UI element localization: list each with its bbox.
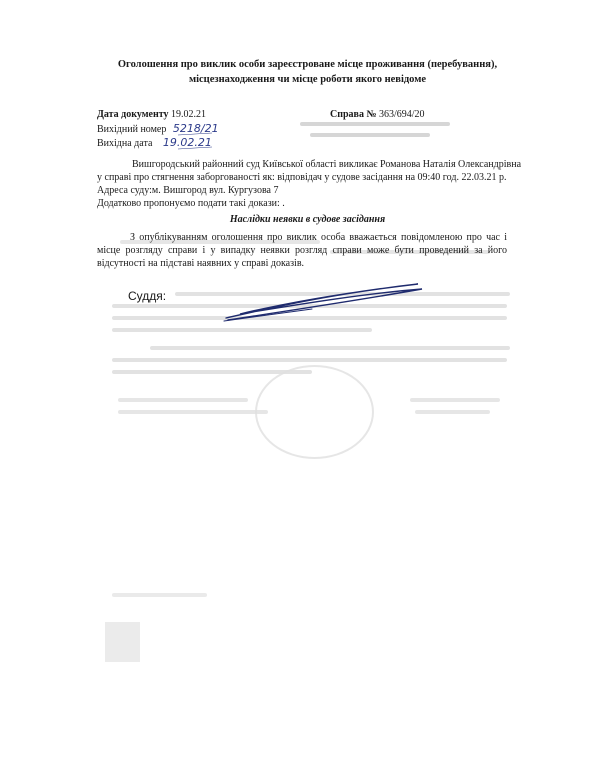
document-date-label: Дата документу [97, 109, 169, 120]
evidence-line: Додатково пропонуємо подати такі докази: . [97, 198, 285, 209]
case-number-label: Справа № [330, 109, 377, 120]
judge-label: Суддя: [128, 289, 167, 303]
court-address: Адреса суду:м. Вишгород вул. Кургузова 7 [97, 185, 279, 196]
outgoing-number-label: Вихідний номер [97, 124, 167, 135]
body-line-1: Вишгородський районний суд Київської області викликає Романова Наталія Олександрівна [132, 159, 522, 170]
case-number-value: 363/694/20 [379, 109, 425, 120]
consequence-paragraph: З опублікуванням оголошення про виклик особа вважається повідомленою про час і місце розгляду справи і у випадку неявки розгляд справи може бути проведений за його відсутності на підставі наявних у справі доказів. [97, 232, 507, 269]
case-number-row [330, 108, 425, 121]
outgoing-date-value: 19.02.21 [162, 136, 212, 149]
handwriting-strokes [175, 121, 215, 151]
document-title [95, 57, 520, 87]
outgoing-number-value: 5218/21 [172, 122, 219, 135]
document-date-row [97, 108, 206, 121]
document-date-value: 19.02.21 [171, 109, 206, 120]
title-line-1: Оголошення про виклик особи зареєстроване місце проживання (перебування), [117, 59, 498, 70]
title-line-2: місцезнаходження чи місце роботи якого невідоме [188, 74, 427, 85]
outgoing-date-label: Вихідна дата [97, 138, 153, 149]
section-heading: Наслідки неявки в судове засідання [229, 214, 386, 225]
body-line-2: у справі про стягнення заборгованості як: відповідач у судове засідання на 09:40 год. 22.03.21 р. [97, 172, 507, 183]
judge-signature [200, 278, 430, 328]
